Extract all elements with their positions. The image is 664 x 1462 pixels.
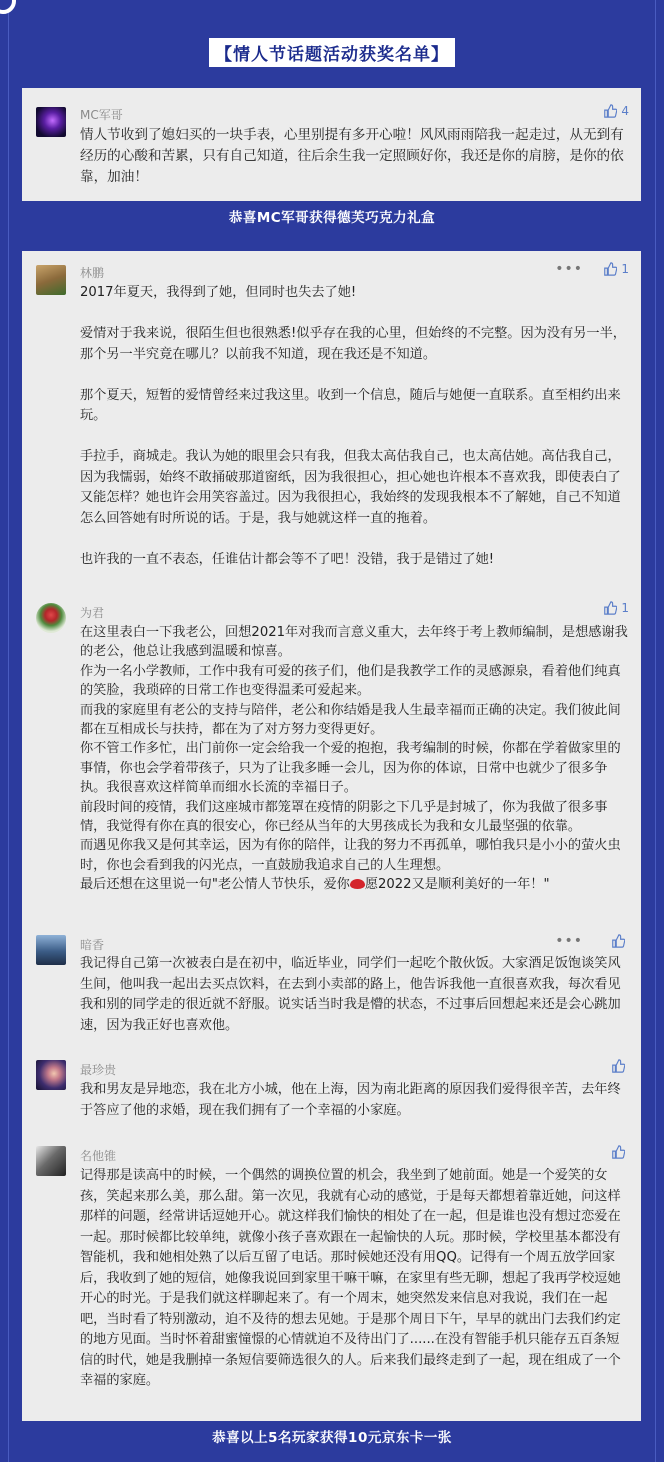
avatar[interactable] xyxy=(36,265,66,295)
winner-panel-1 xyxy=(22,88,641,201)
comment-text-last-a: 最后还想在这里说一句"老公情人节快乐，爱你 xyxy=(80,877,350,893)
congrats-text-2: 恭喜以上5名玩家获得10元京东卡一张 xyxy=(212,1430,452,1446)
winner-panel-2 xyxy=(22,251,641,1421)
commenter-name[interactable]: 最珍贵 xyxy=(80,1063,117,1077)
thumbs-up-icon xyxy=(611,934,625,948)
like-button[interactable] xyxy=(611,934,629,948)
commenter-name[interactable]: 暗香 xyxy=(80,938,105,952)
comment-text: 情人节收到了媳妇买的一块手表，心里别提有多开心啦！风风雨雨陪我一起走过，从无到有经历的心酸和苦累，只有自己知道，往后余生我一定照顾好你，我还是你的肩膀，是你的依靠，加油！ xyxy=(80,127,624,185)
like-count: 1 xyxy=(621,601,629,615)
lips-emoji-icon xyxy=(350,879,365,889)
avatar[interactable] xyxy=(36,603,66,633)
comment-text: 我和男友是异地恋，我在北方小城，他在上海，因为南北距离的原因我们爱得很辛苦，去年终于答应了他的求婚，现在我们拥有了一个幸福的小家庭。 xyxy=(80,1082,621,1118)
comment-text xyxy=(80,623,628,895)
comment-text-main: 在这里表白一下我老公，回想2021年对我而言意义重大，去年终于考上教师编制，是想感谢我的老公，他总让我感到温暖和惊喜。 作为一名小学教师，工作中我有可爱的孩子们，他们是我教学工作的灵感源泉，看着他们纯真的笑脸，我琐碎的日常工作也变得温柔可爱起来。 而我的家庭里有老公的支持与陪伴，老公和你结婚是我人生最幸福而正确的决定。我们彼此间都在互相成长与扶持，都在为了对方努力变得更好。 你不管工作多忙，出门前你一定会给我一个爱的抱抱，我考编制的时候，你都在学着做家里的事情，你也会学着带孩子，只为了让我多睡一会儿，因为你的体谅，日常中也就少了很多争执。我很喜欢这样简单而细水长流的幸福日子。 前段时间的疫情，我们这座城市都笼罩在疫情的阴影之下几乎是封城了，你为我做了很多事情，我觉得有你在真的很安心，你已经从当年的大男孩成长为我和女儿最坚强的依靠。 而遇见你我又是何其幸运，因为有你的陪伴，让我的努力不再孤单，哪怕我只是小小的萤火虫时，你也会看到我的闪光点，一直鼓励我追求自己的人生理想。 xyxy=(80,625,628,873)
thumbs-up-icon xyxy=(603,104,617,118)
like-button[interactable] xyxy=(603,262,629,276)
commenter-name[interactable]: 名他锥 xyxy=(80,1149,117,1163)
more-options-icon[interactable]: ••• xyxy=(555,933,583,949)
corner-ring-decoration xyxy=(0,0,16,14)
thumbs-up-icon xyxy=(603,601,617,615)
like-button[interactable] xyxy=(611,1145,629,1159)
congrats-text-1: 恭喜MC军哥获得德芙巧克力礼盒 xyxy=(228,210,436,226)
like-count: 4 xyxy=(621,104,629,118)
avatar[interactable] xyxy=(36,935,66,965)
like-count: 1 xyxy=(621,262,629,276)
thumbs-up-icon xyxy=(603,262,617,276)
comment-text: 记得那是读高中的时候，一个偶然的调换位置的机会，我坐到了她前面。她是一个爱笑的女孩，笑起来那么美，那么甜。第一次见，我就有心动的感觉，于是每天都想着靠近她，问这样那样的问题，经常讲话逗她开心。就这样我们愉快的相处了在一起，但是谁也没有想过恋爱在一起。那时候都比较单纯，就像小孩子喜欢跟在一起愉快的人玩。那时候，学校里基本都没有智能机，我和她相处熟了以后互留了电话。那时候她还没有用QQ。记得有一个周五放学回家后，我收到了她的短信，她像我说回到家里干嘛干嘛，在家里有些无聊，想起了我再学校逗她开心的时光。于是我们就这样聊起来了。有一个周末，她突然发来信息对我说，我们在一起吧，当时看了特别激动，迫不及待的想去见她。于是那个周日下午，早早的就出门去我们约定的地方见面。当时怀着甜蜜憧憬的心情就迫不及待出门了......在没有智能手机只能存五百条短信的时代，她是我删掉一条短信要筛选很久的人。后来我们最终走到了一起，现在组成了一个幸福的家庭。 xyxy=(80,1168,621,1388)
comment-text: 2017年夏天，我得到了她，但同时也失去了她! 爱情对于我来说，很陌生但也很熟悉!似乎存在我的心里，但始终的不完整。因为没有另一半，那个另一半究竟在哪儿？以前我不知道，现在我还是不知道。 那个夏天，短暂的爱情曾经来过我这里。收到一个信息，随后与她便一直联系。直至相约出来玩。 手拉手，商城走。我认为她的眼里会只有我，但我太高估我自己，也太高估她。高估我自己，因为我懦弱，始终不敢捅破那道窗纸，因为我很担心，担心她也许根本不喜欢我，即使表白了又能怎样？她也许会用笑容盖过。因为我很担心，我始终的发现我根本不了解她，自己不知道怎么回答她有时所说的话。于是，我与她就这样一直的拖着。 也许我的一直不表态，任谁估计都会等不了吧！没错，我于是错过了她! xyxy=(80,285,626,567)
commenter-name[interactable]: 林鹏 xyxy=(80,266,105,280)
avatar[interactable] xyxy=(36,107,66,137)
commenter-name[interactable]: MC军哥 xyxy=(80,108,123,122)
page-title-wrap xyxy=(0,38,664,67)
avatar[interactable] xyxy=(36,1146,66,1176)
commenter-name[interactable]: 为君 xyxy=(80,606,105,620)
like-button[interactable] xyxy=(603,104,629,118)
comment-text: 我记得自己第一次被表白是在初中，临近毕业，同学们一起吃个散伙饭。大家酒足饭饱谈笑风生间，他叫我一起出去买点饮料，在去到小卖部的路上，他告诉我他一直很喜欢我，每次看见我和别的同学走的很近就不舒服。说实话当时我是懵的状态，不过事后回想起来还是会心跳加速，因为我正好也喜欢他。 xyxy=(80,956,621,1033)
avatar[interactable] xyxy=(36,1060,66,1090)
like-button[interactable] xyxy=(603,601,629,615)
comment-text-last-b: 愿2022又是顺利美好的一年！" xyxy=(364,877,550,893)
page-title: 【情人节话题活动获奖名单】 xyxy=(209,38,455,67)
thumbs-up-icon xyxy=(611,1145,625,1159)
like-button[interactable] xyxy=(611,1059,629,1073)
thumbs-up-icon xyxy=(611,1059,625,1073)
more-options-icon[interactable]: ••• xyxy=(555,261,583,277)
